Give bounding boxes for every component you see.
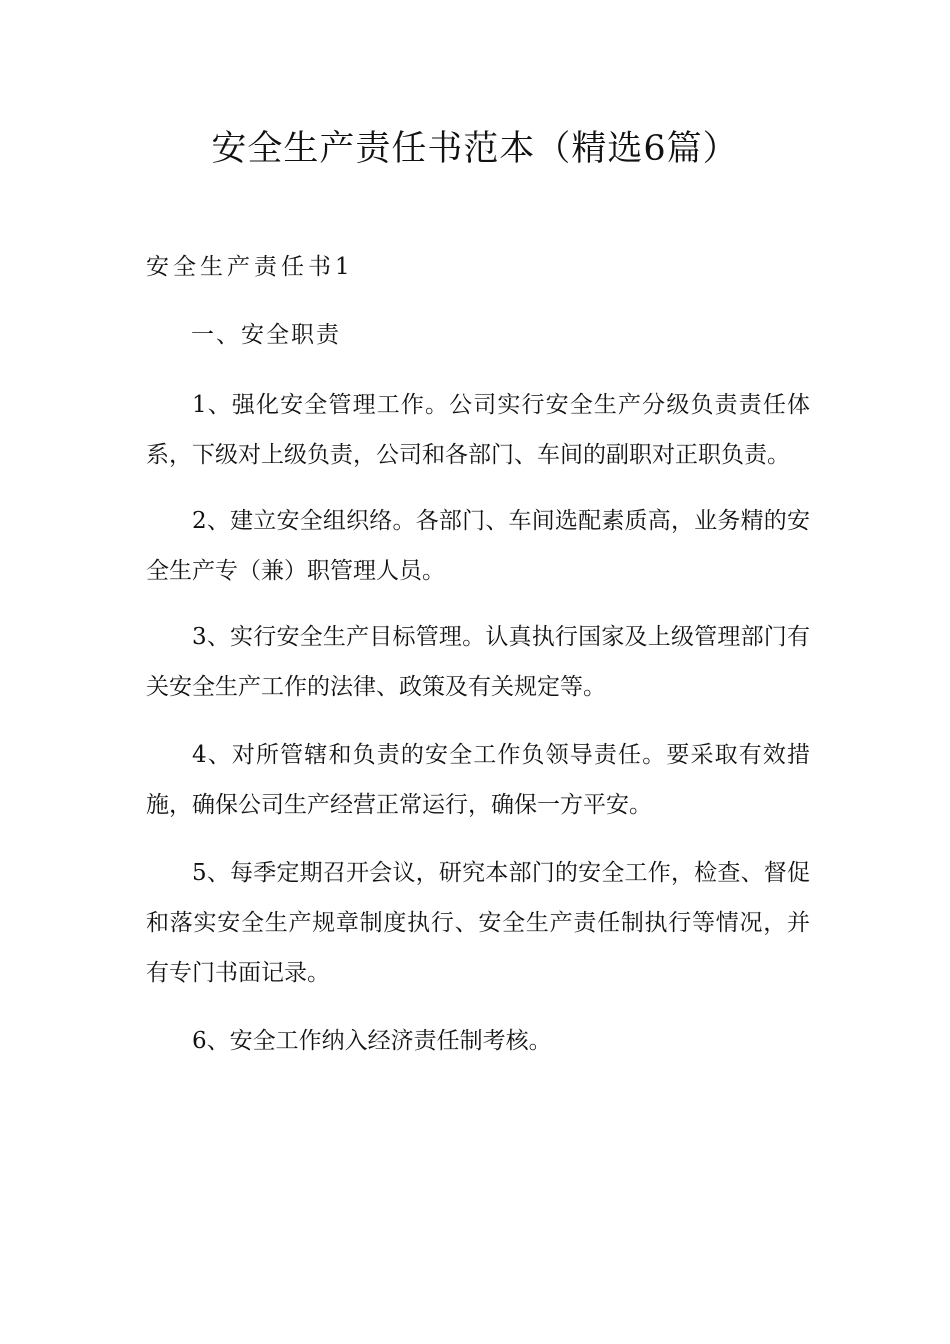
paragraph-4: 4、对所管辖和负责的安全工作负领导责任。要采取有效措施，确保公司生产经营正常运行，确保一方平安。 — [146, 742, 810, 818]
paragraph-1: 1、强化安全管理工作。公司实行安全生产分级负责责任体系，下级对上级负责，公司和各部门、车间的副职对正职负责。 — [146, 392, 810, 468]
subsection-heading: 一、安全职责 — [191, 322, 341, 348]
paragraph-5: 5、每季定期召开会议，研究本部门的安全工作，检查、督促和落实安全生产规章制度执行、安全生产责任制执行等情况，并有专门书面记录。 — [146, 860, 810, 986]
paragraph-3: 3、实行安全生产目标管理。认真执行国家及上级管理部门有关安全生产工作的法律、政策及有关规定等。 — [146, 624, 810, 700]
section-heading: 安全生产责任书1 — [146, 254, 354, 280]
paragraph-6: 6、安全工作纳入经济责任制考核。 — [192, 1028, 552, 1054]
document-title: 安全生产责任书范本（精选6篇） — [211, 129, 739, 169]
paragraph-2: 2、建立安全组织络。各部门、车间选配素质高，业务精的安全生产专（兼）职管理人员。 — [146, 508, 810, 584]
